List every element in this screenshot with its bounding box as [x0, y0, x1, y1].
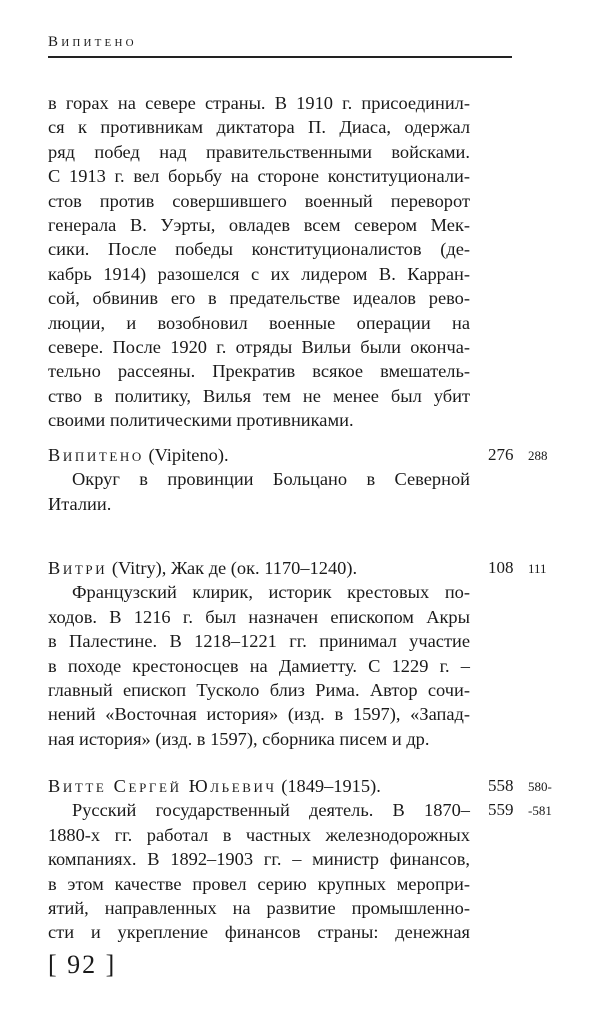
entry-refs [488, 443, 578, 467]
ref-page-main: 108 [488, 558, 514, 577]
text-line: севере. После 1920 г. отряды Вильи были оконча- [48, 336, 470, 357]
entry-headword: Витте Сергей Юльевич [48, 776, 277, 796]
ref-page-main: 559 [488, 800, 514, 820]
text-line: ходов. В 1216 г. был назначен епископом Акры [48, 606, 470, 627]
text-line: сой, обвинив его в предательстве идеалов рево- [48, 288, 470, 309]
text-line: в горах на севере страны. В 1910 г. присоединил- [48, 93, 470, 113]
text-line: генерала В. Уэрты, овладев всем севером Мек- [48, 214, 470, 235]
text-line: в этом качестве провел серию крупных меропри- [48, 873, 470, 894]
ref-page-alt: 111 [528, 561, 547, 576]
text-line: Русский государственный деятель. В 1870– [72, 800, 470, 821]
text-line: ство в политику, Вилья тем не менее был убит [48, 385, 470, 406]
text-line: в походе крестоносцев на Дамиетту. С 1229 г. – [48, 655, 470, 676]
text-line: Французский клирик, историк крестовых по- [72, 582, 470, 603]
text-line: нений «Восточная история» (изд. в 1597), «Запад- [48, 704, 470, 725]
entry-headword: Витри [48, 558, 108, 578]
page-reference [488, 774, 578, 798]
page-reference [488, 556, 578, 580]
entry-refs [488, 774, 578, 823]
header-rule [48, 56, 512, 58]
text-line: сики. После победы конституционалистов (де- [48, 239, 470, 260]
text-line: Италии. [48, 493, 112, 514]
ref-page-main: 558 [488, 776, 514, 795]
text-line: ная история» (изд. в 1597), сборника писем и др. [48, 728, 430, 749]
page-number: [ 92 ] [48, 950, 117, 979]
entry-vitte [48, 774, 470, 945]
continuation-paragraph [48, 91, 470, 432]
text-line: ряд побед над правительственными войсками. [48, 141, 470, 162]
text-line: в Палестине. В 1218–1221 гг. принимал участие [48, 631, 470, 652]
text-line: главный епископ Тусколо близ Рима. Автор сочи- [48, 679, 470, 700]
page-reference [488, 798, 578, 822]
text-line: компаниях. В 1892–1903 гг. – министр финансов, [48, 849, 470, 870]
page-reference [488, 443, 578, 467]
text-line: сти и укрепление финансов страны: денежная [48, 922, 470, 943]
entry-vipiteno [48, 443, 470, 516]
ref-page-alt: 288 [528, 448, 548, 463]
text-line: стов против совершившего военный переворот [48, 190, 470, 211]
entry-headword: Випитено [48, 445, 144, 465]
entry-vitri [48, 556, 470, 751]
text-line: Округ в провинции Больцано в Северной [72, 469, 470, 490]
text-line: кабрь 1914) разошелся с их лидером В. Карран- [48, 263, 470, 284]
text-line: ся к противникам диктатора П. Диаса, одержал [48, 117, 470, 138]
entry-heading-line [48, 774, 470, 798]
entry-heading-rest: (1849–1915). [276, 776, 381, 796]
text-line: С 1913 г. вел борьбу на стороне конституционали- [48, 166, 470, 187]
text-line: тельно рассеяны. Прекратив всякое вмешатель- [48, 361, 470, 382]
ref-page-alt: -581 [528, 803, 552, 819]
entry-heading-line [48, 556, 470, 580]
text-line: своими политическими противниками. [48, 410, 354, 431]
entry-refs [488, 556, 578, 580]
text-line: люции, и возобновил военные операции на [48, 312, 470, 333]
ref-page-alt: 580- [528, 779, 552, 794]
entry-heading-line [48, 443, 470, 467]
ref-page-main: 276 [488, 445, 514, 464]
entry-heading-rest: (Vitry), Жак де (ок. 1170–1240). [107, 558, 358, 578]
text-line: ятий, направленных на развитие промышленно- [48, 897, 470, 918]
text-line: 1880-х гг. работал в частных железнодорожных [48, 824, 470, 845]
running-head: Випитено [48, 34, 137, 50]
entry-heading-rest: (Vipiteno). [143, 445, 229, 465]
